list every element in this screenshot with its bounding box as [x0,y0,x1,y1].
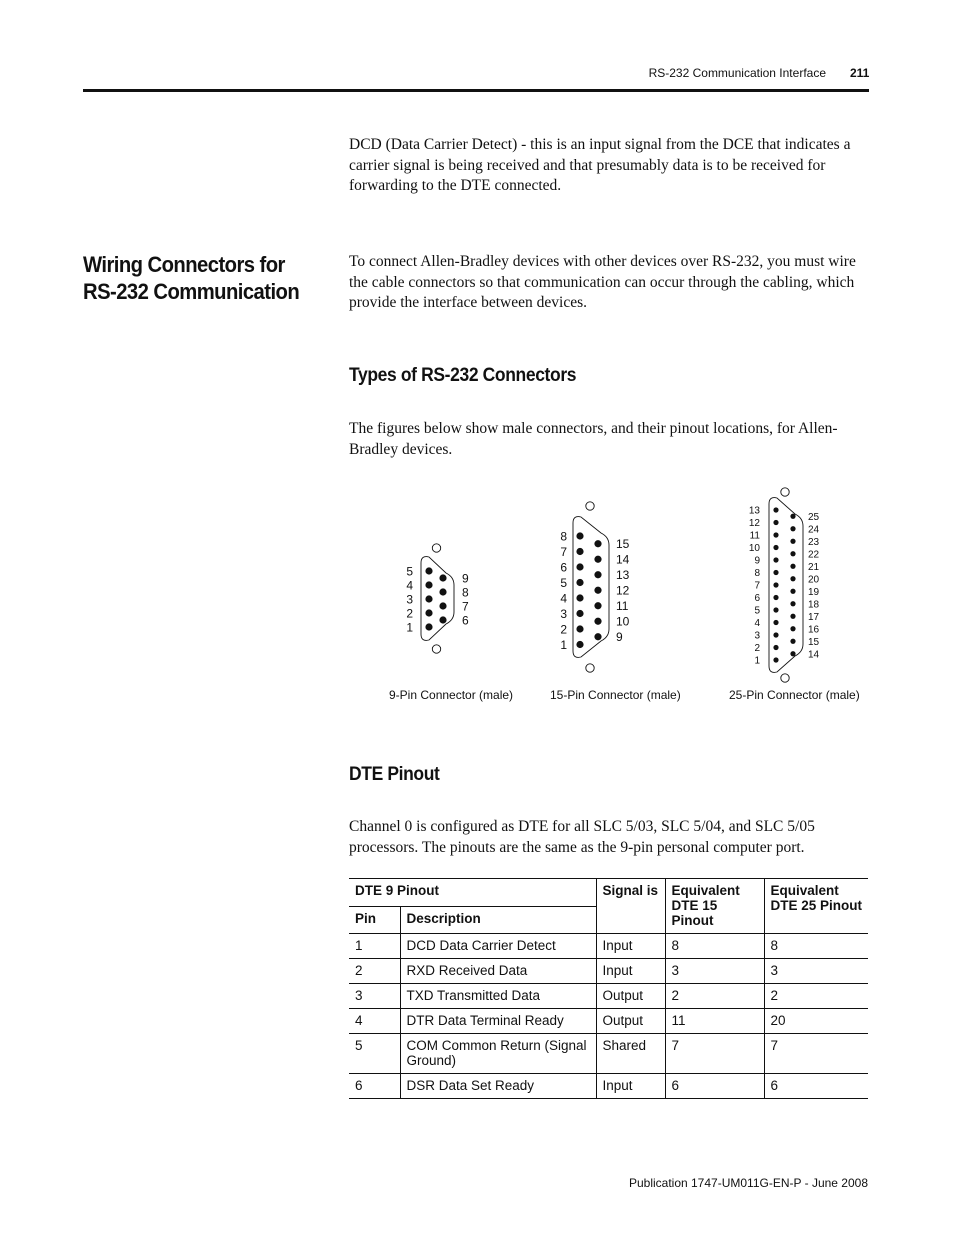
header-rule [83,89,869,92]
fifteen-pin-pin [594,587,601,594]
table-row [349,1034,868,1074]
nine-pin-pin-label: 2 [406,606,413,621]
dcd-paragraph: DCD (Data Carrier Detect) - this is an input signal from the DCE that indicates a carrier signal is being received and that presumably data is to be received for forwarding to the DTE connected. [349,136,851,194]
twentyfive-pin-pin [773,595,778,600]
cell-dte25: 6 [764,1074,868,1099]
twentyfive-pin-pin [790,514,795,519]
cell-dte15: 7 [665,1034,764,1074]
twentyfive-pin-pin [773,545,778,550]
cell-description: DCD Data Carrier Detect [400,934,596,959]
fifteen-pin-mount-hole-bottom [586,664,594,672]
fifteen-pin-pin [576,594,583,601]
twentyfive-pin-pin-label: 9 [754,555,760,567]
twentyfive-pin-pin-label: 3 [754,630,760,642]
twentyfive-pin-pin [790,576,795,581]
twentyfive-pin-pin-label: 25 [808,511,820,523]
twentyfive-pin-pin [773,570,778,575]
twentyfive-pin-pin-label: 20 [808,574,820,586]
types-paragraph: The figures below show male connectors, and their pinout locations, for Allen-Bradley devices. [349,420,838,458]
fifteen-pin-pin-label: 6 [560,560,567,575]
twentyfive-pin-pin-label: 7 [754,580,760,592]
nine-pin-pin-label: 5 [406,564,413,579]
th-equivalent-dte15-line1: Equivalent [671,883,740,898]
cell-pin: 6 [355,1078,363,1093]
twentyfive-pin-pin [773,620,778,625]
twentyfive-pin-pin [790,639,795,644]
nine-pin-pin-label: 6 [462,613,469,628]
dte-paragraph: Channel 0 is configured as DTE for all SLC 5/03, SLC 5/04, and SLC 5/05 processors. The pinouts are the same as the 9-pin personal computer port. [349,818,815,856]
th-equivalent-dte25-line2: DTE 25 Pinout [770,898,863,913]
th-equivalent-dte15 [665,879,764,934]
twentyfive-pin-pin-label: 24 [808,524,820,536]
connector-figures [349,480,869,710]
twentyfive-pin-pin [773,507,778,512]
nine-pin-pin [425,567,432,574]
fifteen-pin-pin-label: 12 [616,583,630,598]
twentyfive-pin-pin [773,645,778,650]
cell-signal: Input [596,959,665,984]
dte-pinout-table [349,878,868,1099]
twentyfive-pin-pin-label: 5 [754,605,760,617]
fifteen-pin-pin [576,563,583,570]
twentyfive-pin-pin-label: 6 [754,593,760,605]
nine-pin-pin [439,616,446,623]
fifteen-pin-pin-label: 14 [616,552,630,567]
cell-description: COM Common Return (Signal Ground) [400,1034,596,1074]
th-signal-is: Signal is [596,879,665,934]
fifteen-pin-pin-label: 3 [560,606,567,621]
twentyfive-pin-pin [773,557,778,562]
twentyfive-pin-pin [790,551,795,556]
nine-pin-pin [425,581,432,588]
twentyfive-pin-pin [773,607,778,612]
twentyfive-pin-pin-label: 17 [808,611,820,623]
th-pin: Pin [355,910,377,926]
twentyfive-pin-pin-label: 8 [754,568,760,580]
fifteen-pin-pin-label: 4 [560,591,567,606]
twentyfive-pin-pin [790,626,795,631]
cell-dte15: 2 [665,984,764,1009]
running-header-title: RS-232 Communication Interface [648,66,826,80]
nine-pin-pin-label: 8 [462,585,469,600]
cell-description: TXD Transmitted Data [400,984,596,1009]
twentyfive-pin-pin [773,532,778,537]
twentyfive-pin-pin-label: 15 [808,636,820,648]
table-body [349,934,868,1099]
th-dte9-pinout: DTE 9 Pinout [349,879,596,907]
nine-pin-mount-hole-top [432,544,440,552]
twentyfive-pin-pin [790,614,795,619]
fifteen-pin-pin-label: 13 [616,568,630,583]
cell-description: DSR Data Set Ready [400,1074,596,1099]
caption-25-pin: 25-Pin Connector (male) [729,688,860,702]
twentyfive-pin-pin-label: 19 [808,586,820,598]
caption-15-pin: 15-Pin Connector (male) [550,688,681,702]
twentyfive-pin-pin [790,526,795,531]
connector-diagrams [349,480,869,710]
twentyfive-pin-pin-label: 14 [808,649,820,661]
th-description: Description [400,906,596,934]
th-equivalent-dte15-line2: DTE 15 Pinout [671,898,718,928]
twentyfive-pin-pin-label: 10 [748,543,760,555]
cell-dte25: 8 [764,934,868,959]
table-row [349,959,868,984]
fifteen-pin-pin-label: 2 [560,622,567,637]
cell-signal: Output [596,1009,665,1034]
cell-dte15: 8 [665,934,764,959]
cell-dte25: 2 [764,984,868,1009]
nine-pin-pin [425,595,432,602]
caption-9-pin: 9-Pin Connector (male) [389,688,514,702]
nine-pin-pin-label: 3 [406,592,413,607]
section-title [83,251,299,305]
th-equivalent-dte25 [764,879,868,934]
nine-pin-pin [425,609,432,616]
nine-pin-mount-hole-bottom [432,645,440,653]
twentyfive-pin-pin [790,539,795,544]
cell-pin: 5 [355,1038,363,1053]
types-heading: Types of RS-232 Connectors [349,365,577,386]
twentyfive-pin-pin [773,657,778,662]
fifteen-pin-pin [576,532,583,539]
twentyfive-pin-pin-label: 11 [749,530,760,542]
fifteen-pin-pin [576,641,583,648]
twentyfive-pin-mount-hole-bottom [781,674,789,682]
twentyfive-pin-pin-label: 22 [808,549,820,561]
fifteen-pin-pin [576,548,583,555]
cell-pin: 3 [355,988,363,1003]
cell-pin: 4 [355,1013,363,1028]
th-equivalent-dte25-line1: Equivalent [770,883,839,898]
publication-footer: Publication 1747-UM011G-EN-P - June 2008 [628,1176,868,1190]
twentyfive-pin-pin [790,651,795,656]
twentyfive-pin-pin-label: 13 [748,505,760,517]
fifteen-pin-pin-label: 7 [560,544,567,559]
fifteen-pin-pin [576,625,583,632]
table-row [349,1009,868,1034]
page-number: 211 [850,66,870,80]
cell-dte25: 20 [764,1009,868,1034]
section-intro: To connect Allen-Bradley devices with other devices over RS-232, you must wire the cable connectors so that communication can occur through the cabling, which provide the interface between devices. [349,253,856,311]
nine-pin-pin-label: 9 [462,571,469,586]
twentyfive-pin-pin-label: 18 [808,599,820,611]
section-title-line-2: RS-232 Communication [83,279,300,304]
fifteen-pin-pin [594,602,601,609]
cell-signal: Input [596,1074,665,1099]
fifteen-pin-pin-label: 11 [616,599,629,614]
cell-pin: 1 [355,938,363,953]
twentyfive-pin-pin [773,632,778,637]
dte-heading: DTE Pinout [349,764,440,785]
twentyfive-pin-pin-label: 4 [754,618,760,630]
twentyfive-pin-pin-label: 1 [754,655,760,667]
cell-signal: Output [596,984,665,1009]
twentyfive-pin-pin [790,601,795,606]
table-row [349,984,868,1009]
twentyfive-pin-pin-label: 16 [808,624,820,636]
twentyfive-pin-pin [773,520,778,525]
fifteen-pin-pin-label: 10 [616,614,630,629]
cell-signal: Shared [596,1034,665,1074]
nine-pin-pin-label: 1 [406,620,413,635]
nine-pin-pin [439,588,446,595]
table-row [349,1074,868,1099]
fifteen-pin-pin [594,556,601,563]
twentyfive-pin-pin [773,582,778,587]
fifteen-pin-pin-label: 5 [560,575,567,590]
nine-pin-pin-label: 7 [462,599,469,614]
nine-pin-pin-label: 4 [406,578,413,593]
fifteen-pin-pin-label: 15 [616,537,630,552]
cell-dte25: 7 [764,1034,868,1074]
cell-description: DTR Data Terminal Ready [400,1009,596,1034]
cell-description: RXD Received Data [400,959,596,984]
fifteen-pin-pin [594,571,601,578]
cell-dte15: 3 [665,959,764,984]
nine-pin-pin [425,623,432,630]
twentyfive-pin-mount-hole-top [781,488,789,496]
twentyfive-pin-pin [790,589,795,594]
section-title-line-1: Wiring Connectors for [83,252,285,277]
table-row [349,934,868,959]
fifteen-pin-mount-hole-top [586,502,594,510]
cell-dte15: 6 [665,1074,764,1099]
twentyfive-pin-pin-label: 2 [754,643,760,655]
twentyfive-pin-pin-label: 21 [808,561,820,573]
cell-dte15: 11 [665,1009,764,1034]
twentyfive-pin-pin-label: 23 [808,536,820,548]
cell-signal: Input [596,934,665,959]
twentyfive-pin-pin-label: 12 [748,518,760,530]
cell-dte25: 3 [764,959,868,984]
fifteen-pin-pin [576,610,583,617]
fifteen-pin-pin [576,579,583,586]
fifteen-pin-pin-label: 1 [560,637,567,652]
fifteen-pin-pin [594,633,601,640]
fifteen-pin-pin-label: 8 [560,529,567,544]
twentyfive-pin-pin [790,564,795,569]
fifteen-pin-pin [594,618,601,625]
nine-pin-pin [439,602,446,609]
fifteen-pin-pin [594,540,601,547]
cell-pin: 2 [355,963,363,978]
nine-pin-pin [439,574,446,581]
fifteen-pin-pin-label: 9 [616,630,623,645]
